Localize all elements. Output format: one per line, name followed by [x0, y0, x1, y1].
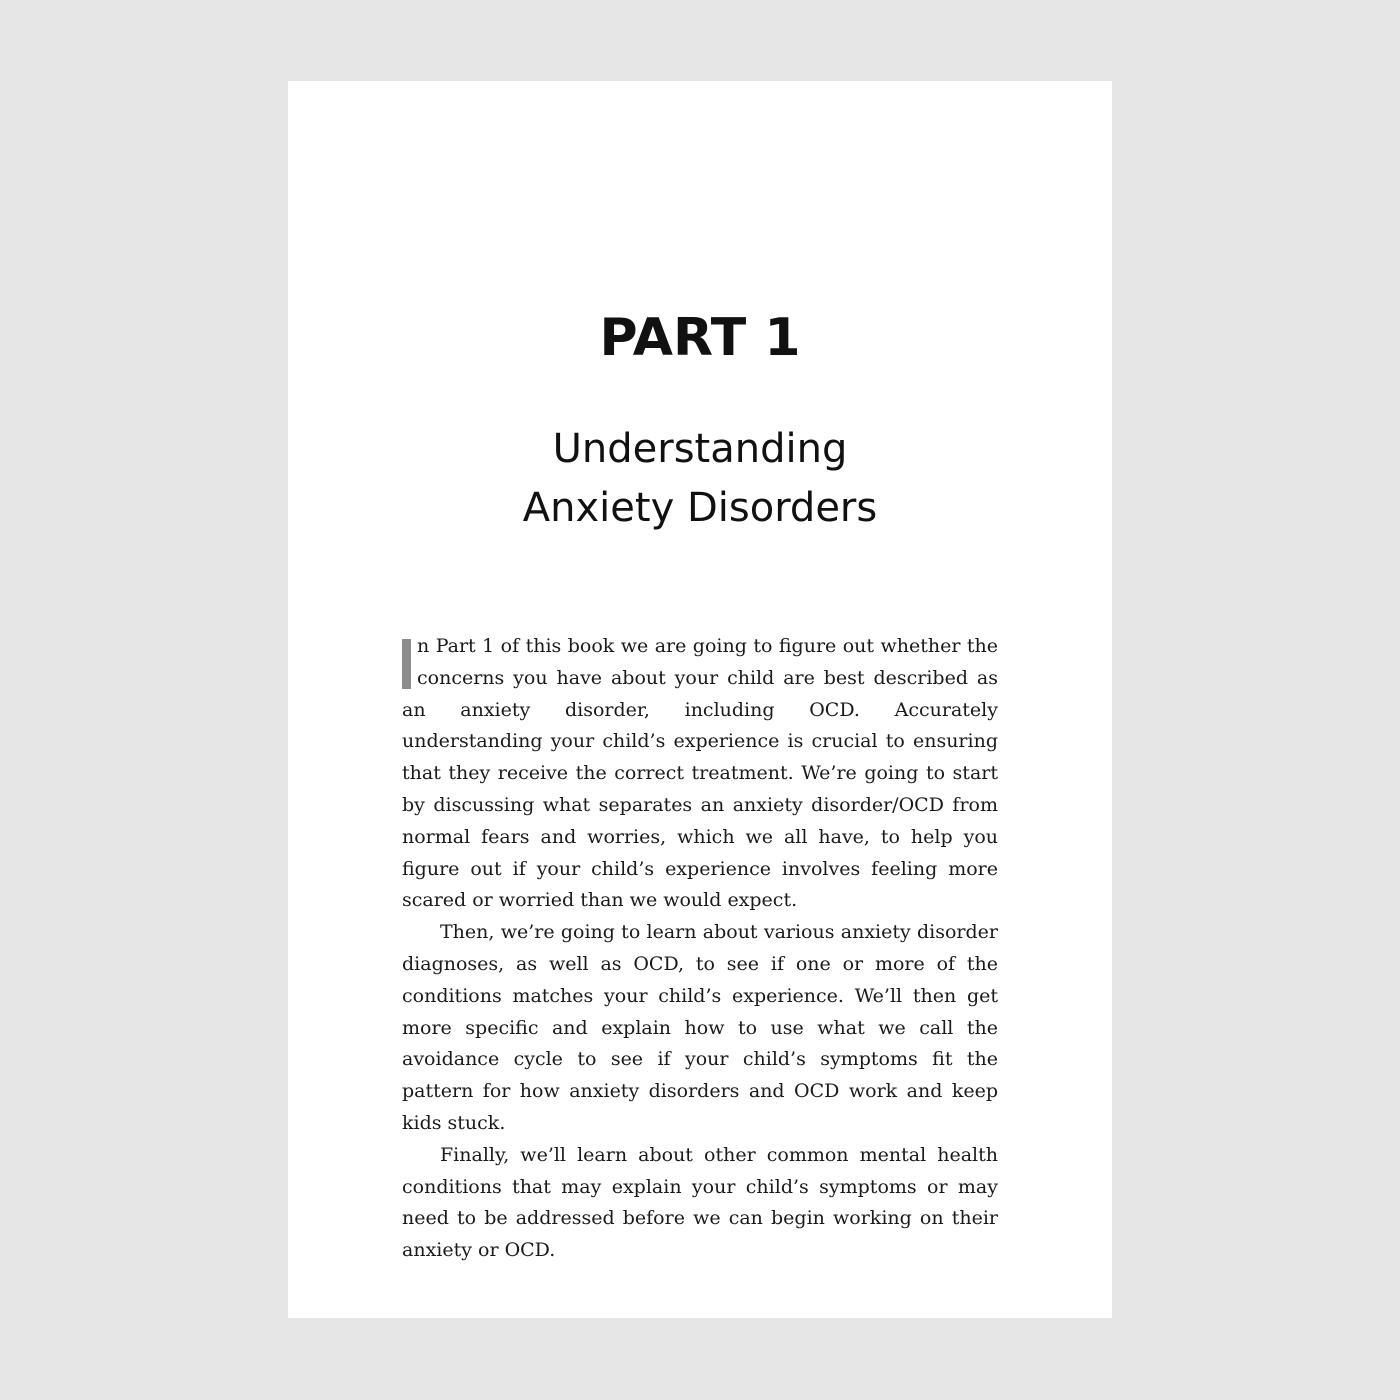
body-text: [402, 631, 998, 1267]
paragraph-3: Finally, we’ll learn about other common mental health conditions that may explain your child’s symptoms or may need to be addressed before we can begin working on their anxiety or OCD.: [402, 1143, 998, 1262]
paragraph-1: [402, 631, 998, 917]
dropcap-bar: [402, 639, 411, 689]
part-title: [0, 420, 1400, 538]
paragraph-2: Then, we’re going to learn about various anxiety disorder diagnoses, as well as OCD, to see if one or more of the conditions matches your child’s experience. We’ll then get more specific and explain how to use what we call the avoidance cycle to see if your child’s symptoms fit the pattern for how anxiety disorders and OCD work and keep kids stuck.: [402, 921, 998, 1134]
part-title-line-2: Anxiety Disorders: [522, 485, 878, 531]
part-label: PART 1: [599, 308, 801, 368]
part-title-line-1: Understanding: [552, 426, 848, 472]
paragraph-1-text: n Part 1 of this book we are going to figure out whether the concerns you have about your child are best described as an anxiety disorder, including OCD. Accurately understanding your child’s experience is crucial to ensuring that they receive the correct treatment. We’re going to start by discussing what separates an anxiety disorder/OCD from normal fears and worries, which we all have, to help you figure out if your child’s experience involves feeling more scared or worried than we would expect.: [402, 635, 998, 912]
